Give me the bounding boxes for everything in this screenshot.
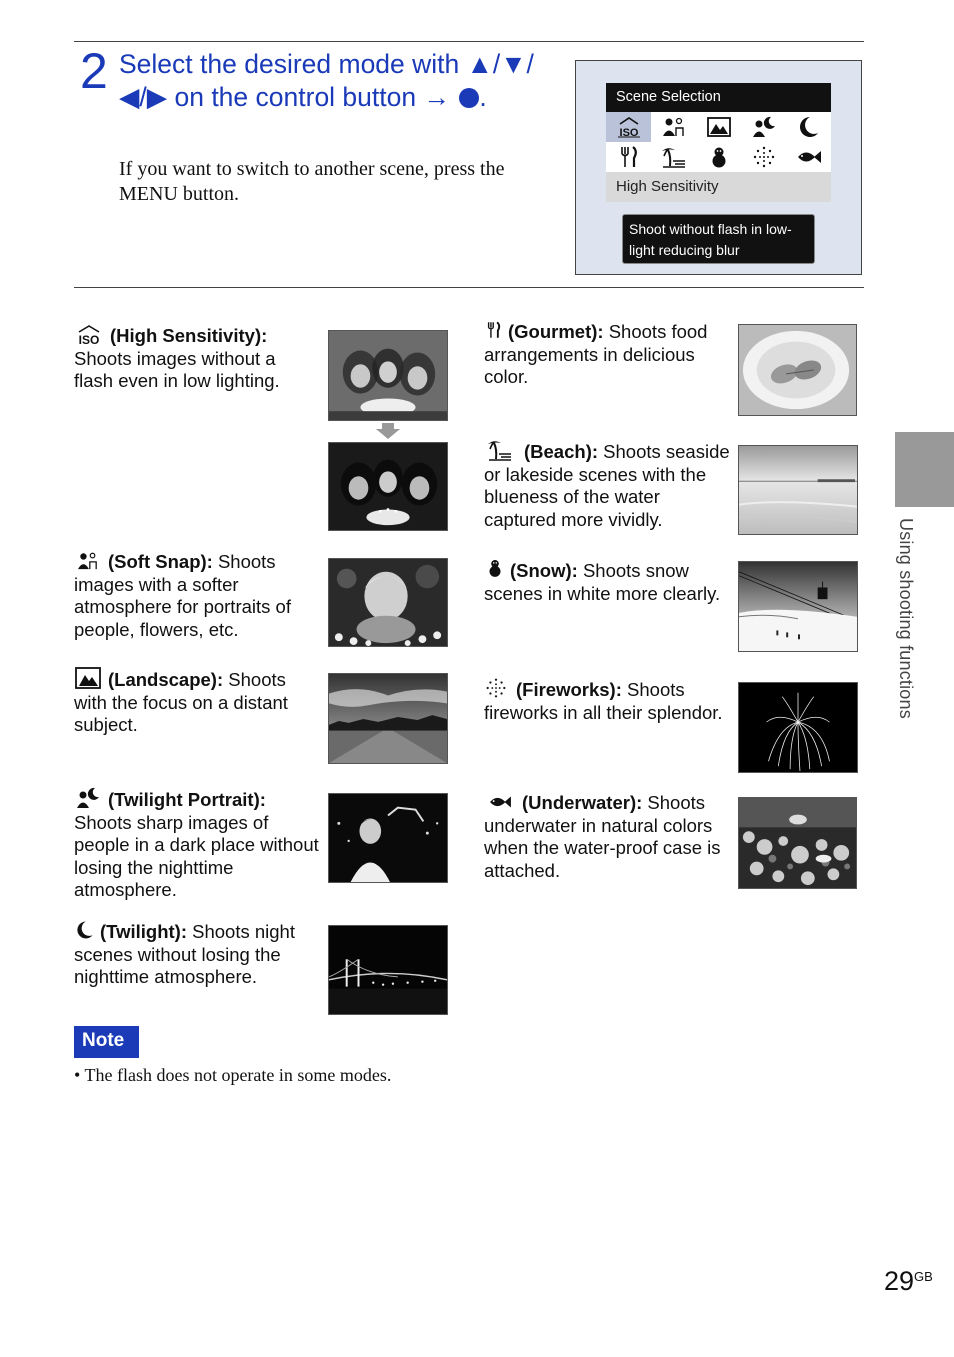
photo-landscape [328, 673, 448, 764]
mode-name: (Soft Snap): [108, 551, 213, 572]
selected-scene-label: High Sensitivity [606, 172, 831, 202]
svg-text:ISO: ISO [619, 127, 638, 138]
mode-description: Shoots seaside or lakeside scenes with the blueness of the water captured more vividly. [484, 441, 730, 530]
mode-name: (Twilight Portrait): [108, 789, 266, 810]
underwater-icon [796, 146, 822, 168]
step-title [119, 48, 549, 114]
menu-title: Scene Selection [606, 83, 831, 112]
menu-cell-beach[interactable] [651, 142, 696, 172]
section-title: Using shooting functions [896, 518, 916, 719]
mode-twilight [74, 919, 319, 989]
soft-snap-icon [74, 551, 102, 571]
mode-name: (Landscape): [108, 669, 224, 690]
mode-soft-snap [74, 551, 319, 641]
page-number-value: 29 [884, 1266, 915, 1296]
mode-name: (Snow): [510, 560, 578, 581]
scene-tip: Shoot without flash in low-light reducing blur [622, 214, 815, 264]
mode-description: Shoots sharp images of people in a dark place without losing the nighttime atmosphere. [74, 811, 319, 900]
mode-gourmet [484, 319, 734, 389]
section-tab [895, 432, 954, 507]
mode-description: Shoots images with a softer atmosphere for portraits of people, flowers, etc. [74, 551, 291, 640]
page-number [884, 1266, 933, 1297]
photo-twilight [328, 925, 448, 1015]
mode-description: Shoots fireworks in all their splendor. [484, 679, 723, 723]
mode-name: (Twilight): [100, 921, 187, 942]
iso-icon [616, 116, 642, 138]
photo-twilight-portrait [328, 793, 448, 883]
photo-fireworks [738, 682, 858, 773]
lcd-screen [575, 60, 862, 275]
soft-snap-icon [661, 116, 687, 138]
landscape-icon [74, 667, 102, 689]
mode-name: (Gourmet): [508, 321, 604, 342]
menu-cell-fireworks[interactable] [741, 142, 786, 172]
photo-soft-snap [328, 558, 448, 647]
mode-high-sensitivity [74, 325, 319, 393]
photo-high-sensitivity-after [328, 442, 448, 531]
page-number-suffix: GB [914, 1269, 933, 1284]
step-number: 2 [80, 43, 108, 99]
scene-icon-grid [606, 112, 831, 172]
beach-icon [484, 439, 516, 461]
mode-snow [484, 556, 740, 605]
beach-icon [661, 146, 687, 168]
iso-icon [74, 325, 104, 345]
twilight-portrait-icon [751, 116, 777, 138]
mode-description: Shoots snow scenes in white more clearly. [484, 560, 721, 604]
menu-cell-snow[interactable] [696, 142, 741, 172]
snow-icon [484, 556, 506, 580]
fireworks-icon [484, 677, 508, 699]
gourmet-icon [616, 146, 642, 168]
menu-cell-twilight-portrait[interactable] [741, 112, 786, 142]
menu-cell-iso[interactable] [606, 112, 651, 142]
gourmet-icon [484, 319, 504, 341]
fireworks-icon [751, 146, 777, 168]
mode-fireworks [484, 677, 734, 724]
step-title-end: . [479, 82, 487, 112]
mode-name: (Underwater): [522, 792, 643, 813]
snow-icon [706, 146, 732, 168]
step-title-text: Select the desired mode with ▲/▼/◀/▶ on the control button → [119, 49, 534, 112]
mode-name: (High Sensitivity): [110, 325, 268, 346]
section-rule [74, 287, 864, 288]
arrow-down-icon [376, 423, 400, 439]
menu-cell-twilight[interactable] [786, 112, 831, 142]
mode-description: Shoots with the focus on a distant subject. [74, 669, 288, 735]
mode-name: (Beach): [524, 441, 599, 462]
scene-selection-menu [606, 83, 831, 202]
mode-name: (Fireworks): [516, 679, 622, 700]
menu-cell-gourmet[interactable] [606, 142, 651, 172]
mode-beach [484, 439, 736, 531]
svg-text:ISO: ISO [78, 333, 100, 345]
mode-description: Shoots night scenes without losing the nighttime atmosphere. [74, 921, 295, 987]
photo-gourmet [738, 324, 857, 416]
photo-high-sensitivity-before [328, 330, 448, 421]
twilight-portrait-icon [74, 787, 102, 809]
menu-cell-soft-snap[interactable] [651, 112, 696, 142]
note-text: • The flash does not operate in some modes. [74, 1065, 392, 1085]
mode-description: Shoots underwater in natural colors when the water-proof case is attached. [484, 792, 721, 881]
mode-underwater [484, 792, 736, 882]
center-button-icon [459, 88, 479, 108]
twilight-icon [796, 116, 822, 138]
underwater-icon [484, 792, 516, 812]
menu-cell-underwater[interactable] [786, 142, 831, 172]
menu-cell-landscape[interactable] [696, 112, 741, 142]
note-label: Note [74, 1026, 139, 1058]
mode-description: Shoots food arrangements in delicious color. [484, 321, 708, 387]
mode-landscape [74, 667, 319, 737]
photo-snow [738, 561, 858, 652]
photo-underwater [738, 797, 857, 889]
mode-description: Shoots images without a flash even in low lighting. [74, 347, 280, 391]
mode-twilight-portrait [74, 787, 319, 902]
step-body: If you want to switch to another scene, press the MENU button. [119, 158, 505, 205]
photo-beach [738, 445, 858, 535]
top-rule [74, 41, 864, 42]
landscape-icon [706, 116, 732, 138]
twilight-icon [74, 919, 96, 941]
